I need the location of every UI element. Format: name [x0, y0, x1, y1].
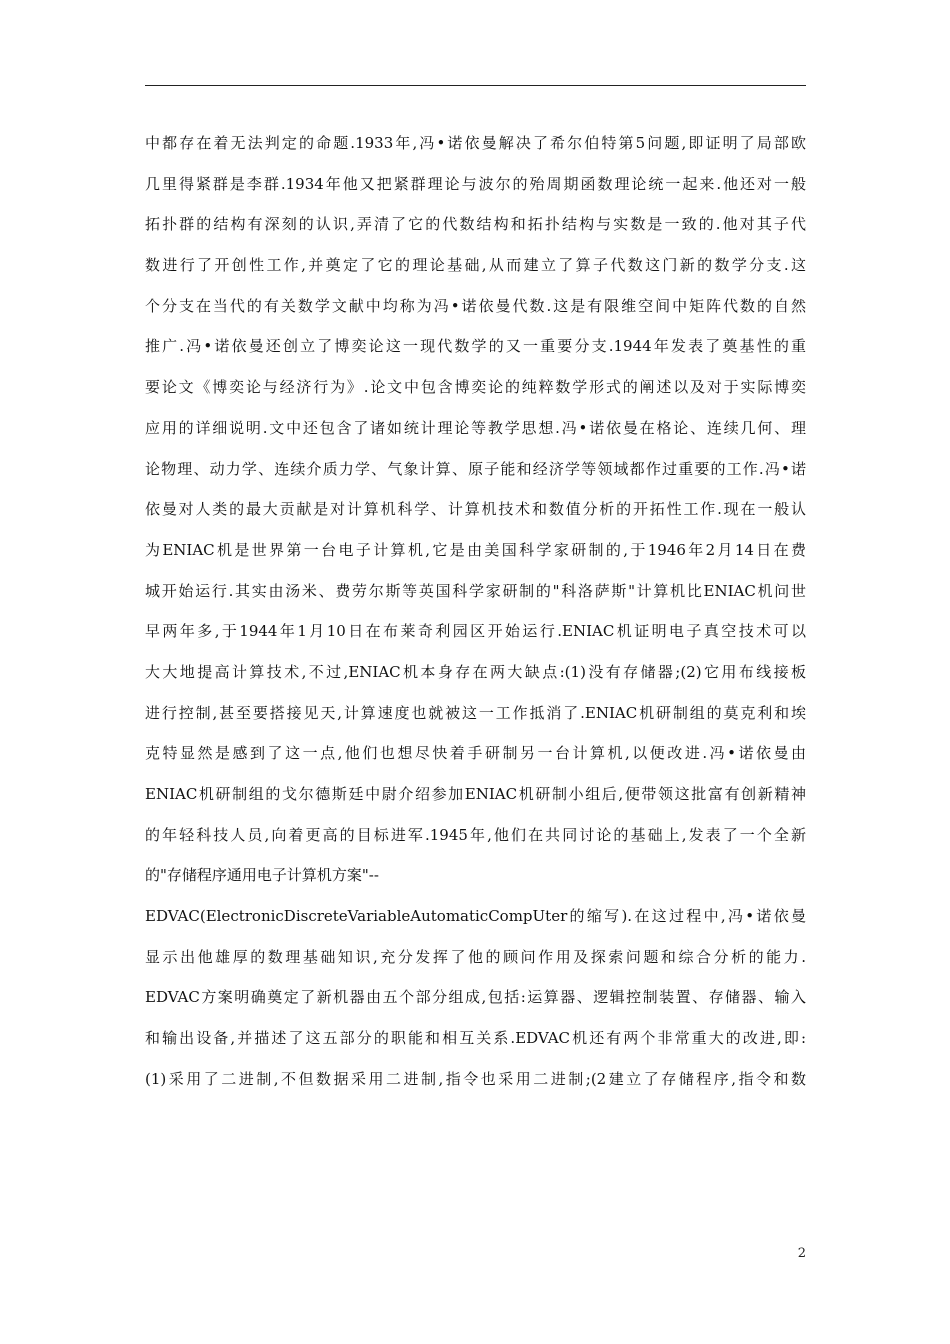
- text-line: 和输出设备,并描述了这五部分的职能和相互关系.EDVAC机还有两个非常重大的改进,即:: [145, 1029, 806, 1048]
- text-line: 数进行了开创性工作,并奠定了它的理论基础,从而建立了算子代数这门新的数学分支.这: [145, 256, 806, 275]
- text-line: 应用的详细说明.文中还包含了诸如统计理论等教学思想.冯•诺依曼在格论、连续几何、理: [145, 418, 806, 437]
- text-line: 推广.冯•诺依曼还创立了博奕论这一现代数学的又一重要分支.1944年发表了奠基性的重: [145, 337, 806, 356]
- text-line: 的"存储程序通用电子计算机方案"--: [145, 866, 379, 885]
- text-line: 大大地提高计算技术,不过,ENIAC机本身存在两大缺点:(1)没有存储器;(2)它用布线接板: [145, 662, 806, 681]
- text-line: ENIAC机研制组的戈尔德斯廷中尉介绍参加ENIAC机研制小组后,便带领这批富有创新精神: [145, 785, 806, 803]
- text-line: (1)采用了二进制,不但数据采用二进制,指令也采用二进制;(2建立了存储程序,指令和数: [145, 1069, 806, 1088]
- text-line: 中都存在着无法判定的命题.1933年,冯•诺依曼解决了希尔伯特第5问题,即证明了局部欧: [145, 134, 806, 152]
- text-line: 要论文《博奕论与经济行为》.论文中包含博奕论的纯粹数学形式的阐述以及对于实际博奕: [145, 378, 806, 397]
- text-line: 依曼对人类的最大贡献是对计算机科学、计算机技术和数值分析的开拓性工作.现在一般认: [145, 500, 806, 519]
- text-line: 克特显然是感到了这一点,他们也想尽快着手研制另一台计算机,以便改进.冯•诺依曼由: [145, 744, 806, 763]
- text-line: 为ENIAC机是世界第一台电子计算机,它是由美国科学家研制的,于1946年2月14日在费: [145, 540, 806, 559]
- text-line: 拓扑群的结构有深刻的认识,弄清了它的代数结构和拓扑结构与实数是一致的.他对其子代: [145, 215, 806, 234]
- text-line: 个分支在当代的有关数学文献中均称为冯•诺依曼代数.这是有限维空间中矩阵代数的自然: [145, 296, 806, 315]
- text-line: 进行控制,甚至要搭接见天,计算速度也就被这一工作抵消了.ENIAC机研制组的莫克利和埃: [145, 703, 806, 722]
- text-line: 城开始运行.其实由汤米、费劳尔斯等英国科学家研制的"科洛萨斯"计算机比ENIAC机问世: [145, 581, 806, 600]
- page-number: 2: [797, 1246, 806, 1261]
- text-line: 早两年多,于1944年1月10日在布莱奇利园区开始运行.ENIAC机证明电子真空技术可以: [145, 622, 806, 641]
- text-line: 论物理、动力学、连续介质力学、气象计算、原子能和经济学等领域都作过重要的工作.冯•诺: [145, 459, 806, 478]
- text-line: EDVAC方案明确奠定了新机器由五个部分组成,包括:运算器、逻辑控制装置、存储器、输入: [145, 988, 806, 1007]
- body-text: [145, 123, 806, 1100]
- header-rule: [145, 85, 806, 86]
- text-line: EDVAC(ElectronicDiscreteVariableAutomaticCompUter的缩写).在这过程中,冯•诺依曼: [145, 907, 806, 926]
- text-line: 显示出他雄厚的数理基础知识,充分发挥了他的顾问作用及探索问题和综合分析的能力.: [145, 947, 806, 966]
- text-line: 的年轻科技人员,向着更高的目标进军.1945年,他们在共同讨论的基础上,发表了一个全新: [145, 825, 806, 844]
- text-line: 几里得紧群是李群.1934年他又把紧群理论与波尔的殆周期函数理论统一起来.他还对一般: [145, 174, 806, 193]
